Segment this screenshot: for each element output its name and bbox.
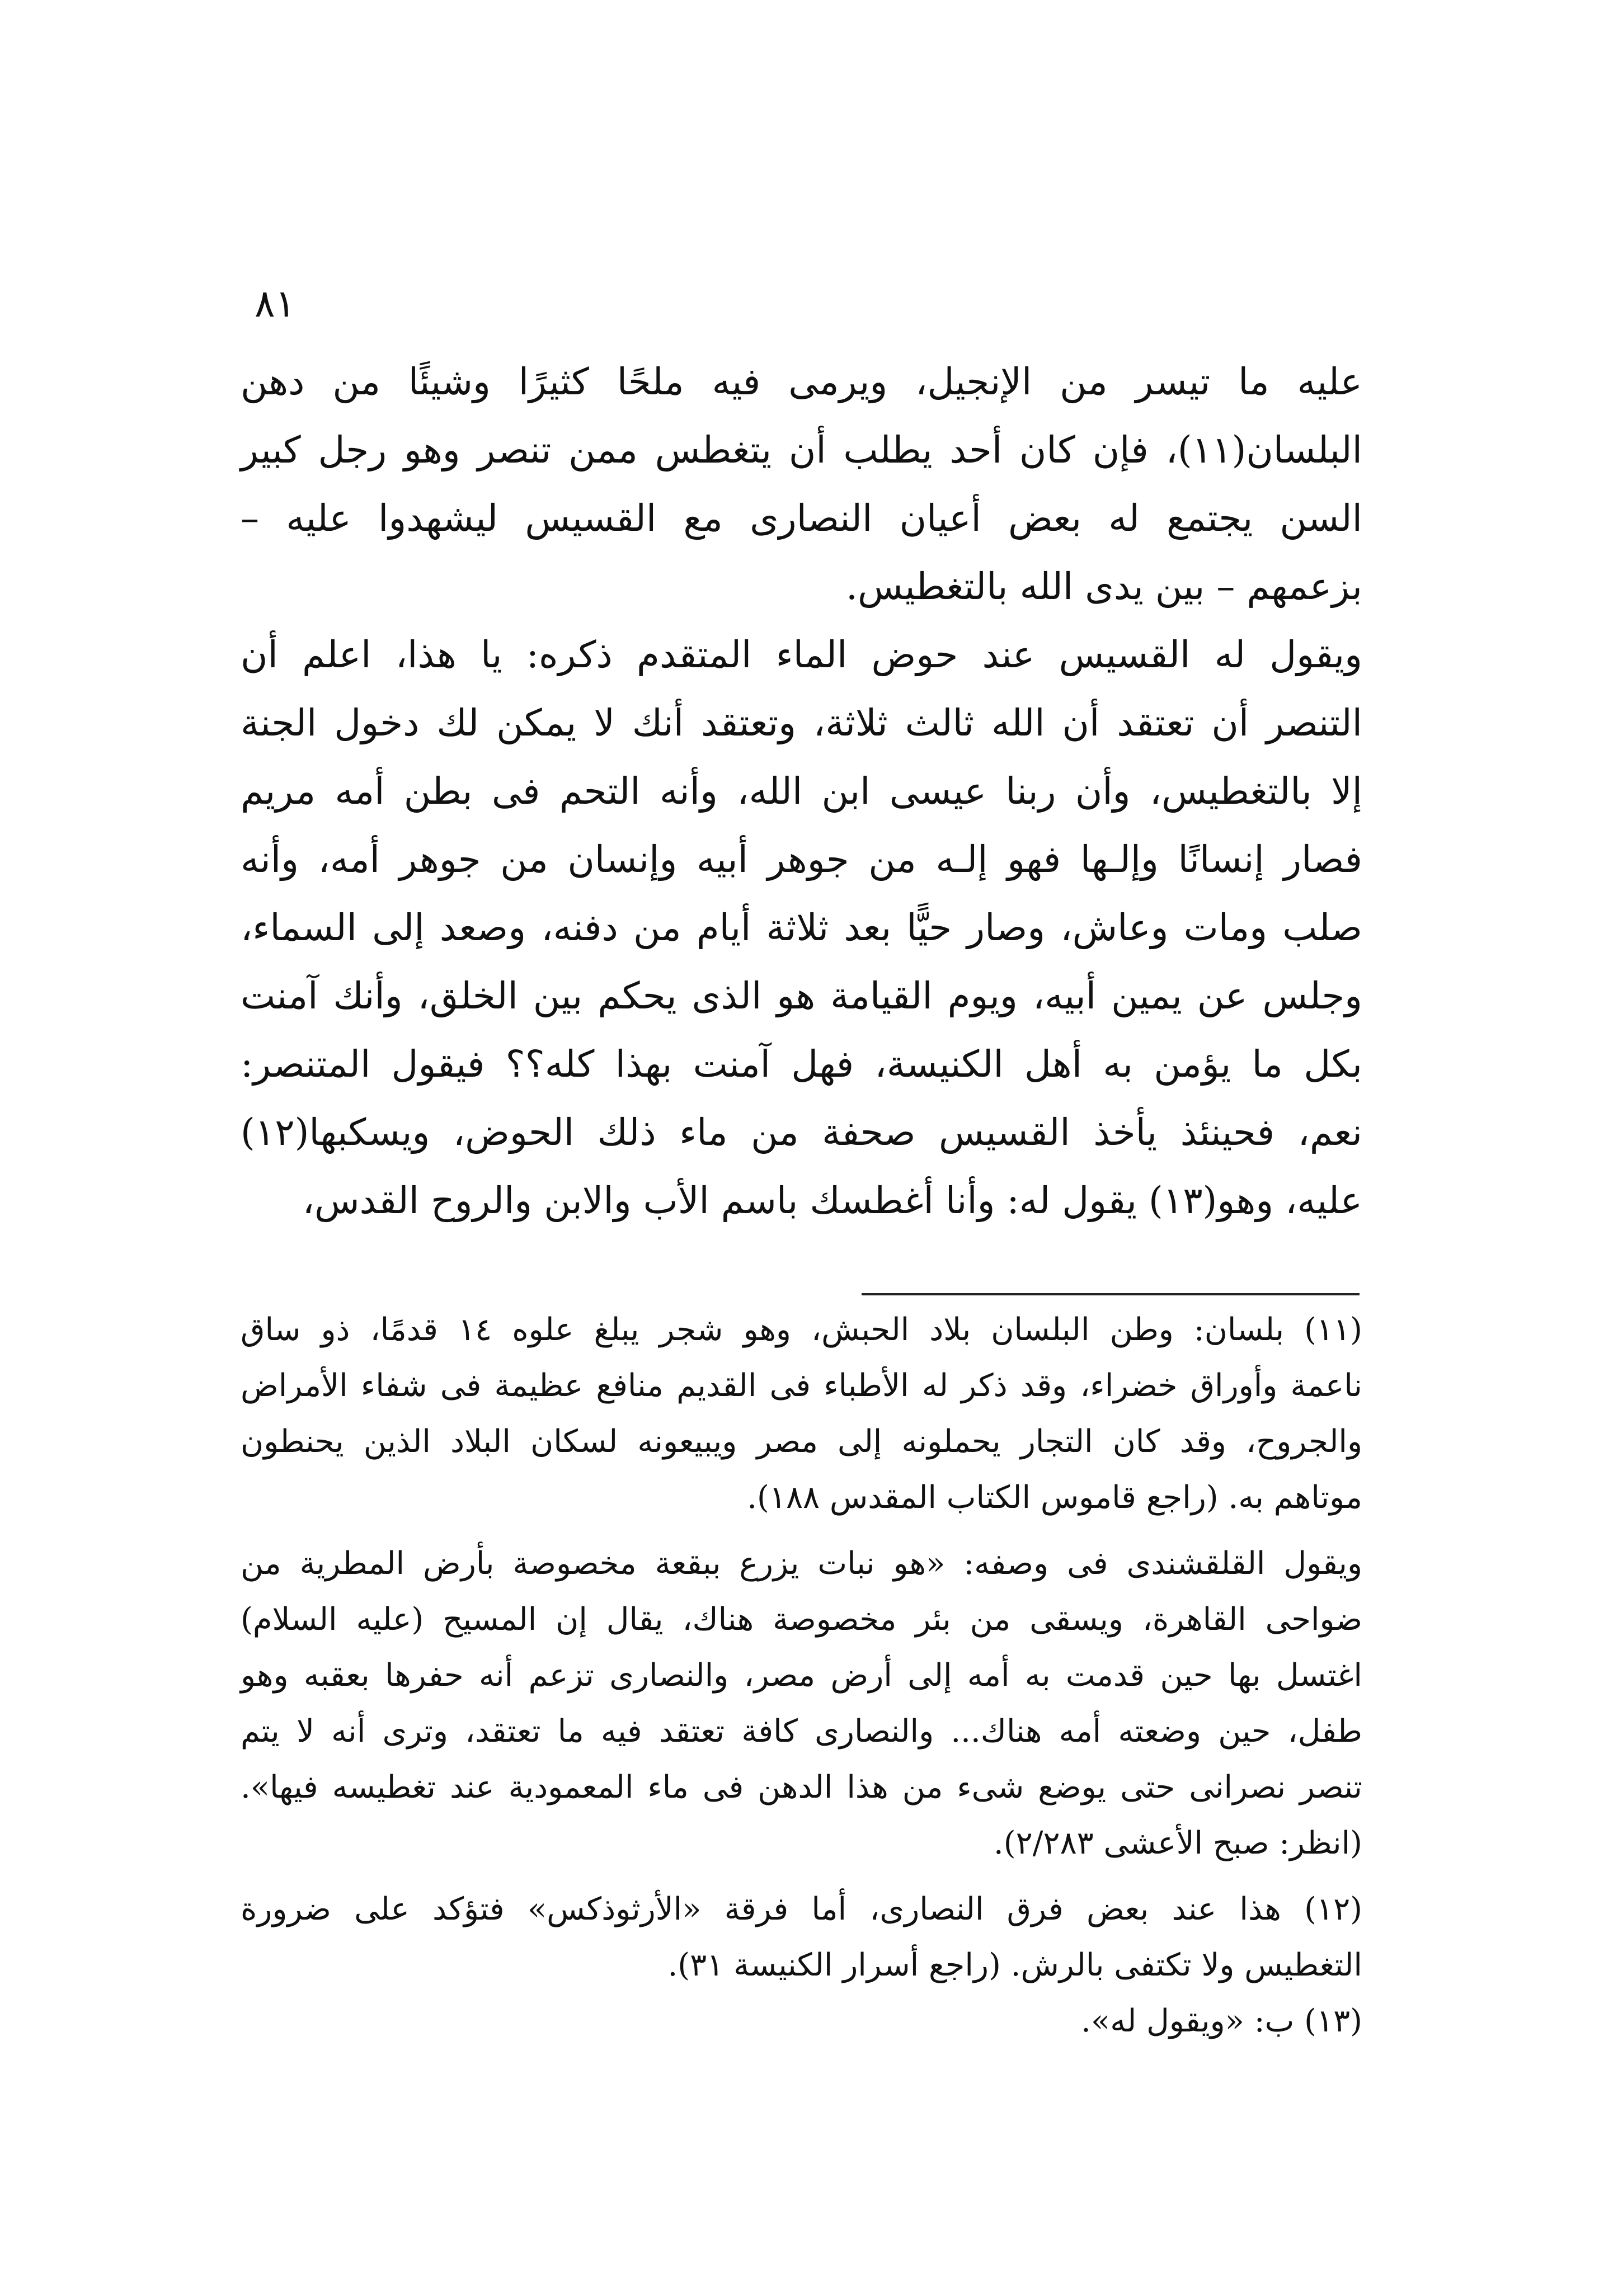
main-line: البلسان(١١)، فإن كان أحد يطلب أن يتغطس ممن تنصر وهو رجل كبير	[241, 428, 1362, 472]
footnote-line: (١١) بلسان: وطن البلسان بلاد الحبش، وهو شجر يبلغ علوه ١٤ قدمًا، ذو ساق	[241, 1312, 1362, 1348]
footnote-line: ضواحى القاهرة، ويسقى من بئر مخصوصة هناك، يقال إن المسيح (عليه السلام)	[241, 1601, 1362, 1638]
footnote-line: ويقول القلقشندى فى وصفه: «هو نبات يزرع ببقعة مخصوصة بأرض المطرية من	[241, 1545, 1362, 1582]
main-line: عليه ما تيسر من الإنجيل، ويرمى فيه ملحًا كثيرًا وشيئًا من دهن	[241, 360, 1362, 403]
footnote-divider	[862, 1293, 1360, 1295]
main-line: السن يجتمع له بعض أعيان النصارى مع القسيس ليشهدوا عليه –	[241, 497, 1362, 540]
footnote-line: اغتسل بها حين قدمت به أمه إلى أرض مصر، والنصارى تزعم أنه حفرها بعقبه وهو	[241, 1657, 1362, 1694]
main-line: وجلس عن يمين أبيه، ويوم القيامة هو الذى يحكم بين الخلق، وأنك آمنت	[241, 974, 1362, 1017]
main-line: فصار إنسانًا وإلـها فهو إلـه من جوهر أبيه وإنسان من جوهر أمه، وأنه	[241, 838, 1362, 881]
footnote-line: موتاهم به. (راجع قاموس الكتاب المقدس ١٨٨).	[747, 1479, 1362, 1516]
main-line: التنصر أن تعتقد أن الله ثالث ثلاثة، وتعتقد أنك لا يمكن لك دخول الجنة	[241, 701, 1362, 744]
footnote-line: طفل، حين وضعته أمه هناك... والنصارى كافة تعتقد فيه ما تعتقد، وترى أنه لا يتم	[241, 1713, 1362, 1750]
footnotes	[241, 1314, 1362, 2153]
footnote-line: التغطيس ولا تكتفى بالرش. (راجع أسرار الكنيسة ٣١).	[667, 1947, 1362, 1983]
footnote-line: والجروح، وقد كان التجار يحملونه إلى مصر ويبيعونه لسكان البلاد الذين يحنطون	[241, 1423, 1362, 1460]
main-line: بزعمهم – بين يدى الله بالتغطيس.	[846, 565, 1362, 608]
main-line: صلب ومات وعاش، وصار حيًّا بعد ثلاثة أيام من دفنه، وصعد إلى السماء،	[241, 906, 1362, 949]
footnote-line: تنصر نصرانى حتى يوضع شىء من هذا الدهن فى ماء المعمودية عند تغطيسه فيها».	[241, 1769, 1362, 1805]
main-text	[241, 360, 1362, 1281]
page-number: ٨١	[255, 282, 296, 326]
footnote-line: (١٣) ب: «ويقول له».	[1081, 2003, 1362, 2039]
main-line: نعم، فحينئذ يأخذ القسيس صحفة من ماء ذلك الحوض، ويسكبها(١٢)	[241, 1111, 1362, 1154]
main-line: ويقول له القسيس عند حوض الماء المتقدم ذكره: يا هذا، اعلم أن	[241, 633, 1362, 676]
footnote-line: (١٢) هذا عند بعض فرق النصارى، أما فرقة «الأرثوذكس» فتؤكد على ضرورة	[241, 1891, 1362, 1927]
main-line: عليه، وهو(١٣) يقول له: وأنا أغطسك باسم الأب والابن والروح القدس،	[302, 1179, 1362, 1222]
footnote-line: (انظر: صبح الأعشى ٢/٢٨٣).	[993, 1825, 1362, 1861]
main-line: بكل ما يؤمن به أهل الكنيسة، فهل آمنت بهذا كله؟؟ فيقول المتنصر:	[241, 1043, 1362, 1086]
footnote-line: ناعمة وأوراق خضراء، وقد ذكر له الأطباء فى القديم منافع عظيمة فى شفاء الأمراض	[241, 1368, 1362, 1404]
main-line: إلا بالتغطيس، وأن ربنا عيسى ابن الله، وأنه التحم فى بطن أمه مريم	[241, 770, 1362, 813]
